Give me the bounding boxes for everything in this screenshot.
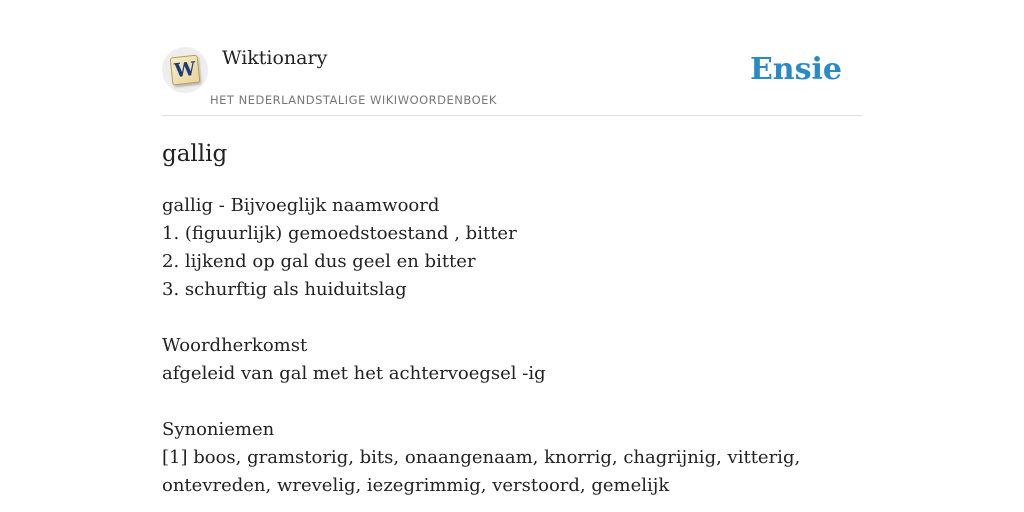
synonyms-heading: Synoniemen (162, 419, 275, 440)
definition-item: 2. lijkend op gal dus geel en bitter (162, 251, 476, 272)
entry-content (162, 192, 862, 500)
wiktionary-logo-icon[interactable] (162, 47, 208, 93)
etymology-heading: Woordherkomst (162, 335, 308, 356)
site-tagline: HET NEDERLANDSTALIGE WIKIWOORDENBOEK (210, 93, 497, 107)
part-of-speech-line: gallig - Bijvoeglijk naamwoord (162, 195, 440, 216)
page (162, 0, 862, 512)
page-title: gallig (162, 141, 228, 167)
logo-letter: W (173, 57, 197, 83)
definition-item: 1. (figuurlijk) gemoedstoestand , bitter (162, 223, 517, 244)
site-name[interactable]: Wiktionary (222, 47, 328, 69)
section-gap (162, 304, 862, 332)
ensie-brand-link[interactable]: Ensie (749, 52, 842, 87)
site-header (162, 0, 862, 116)
logo-tile (170, 55, 201, 86)
etymology-text: afgeleid van gal met het achtervoegsel -ig (162, 363, 546, 384)
definition-item: 3. schurftig als huiduitslag (162, 279, 407, 300)
section-gap (162, 388, 862, 416)
synonyms-text: [1] boos, gramstorig, bits, onaangenaam, knorrig, chagrijnig, vitterig, ontevreden, wrevelig, iezegrimmig, verstoord, gemelijk (162, 447, 801, 496)
